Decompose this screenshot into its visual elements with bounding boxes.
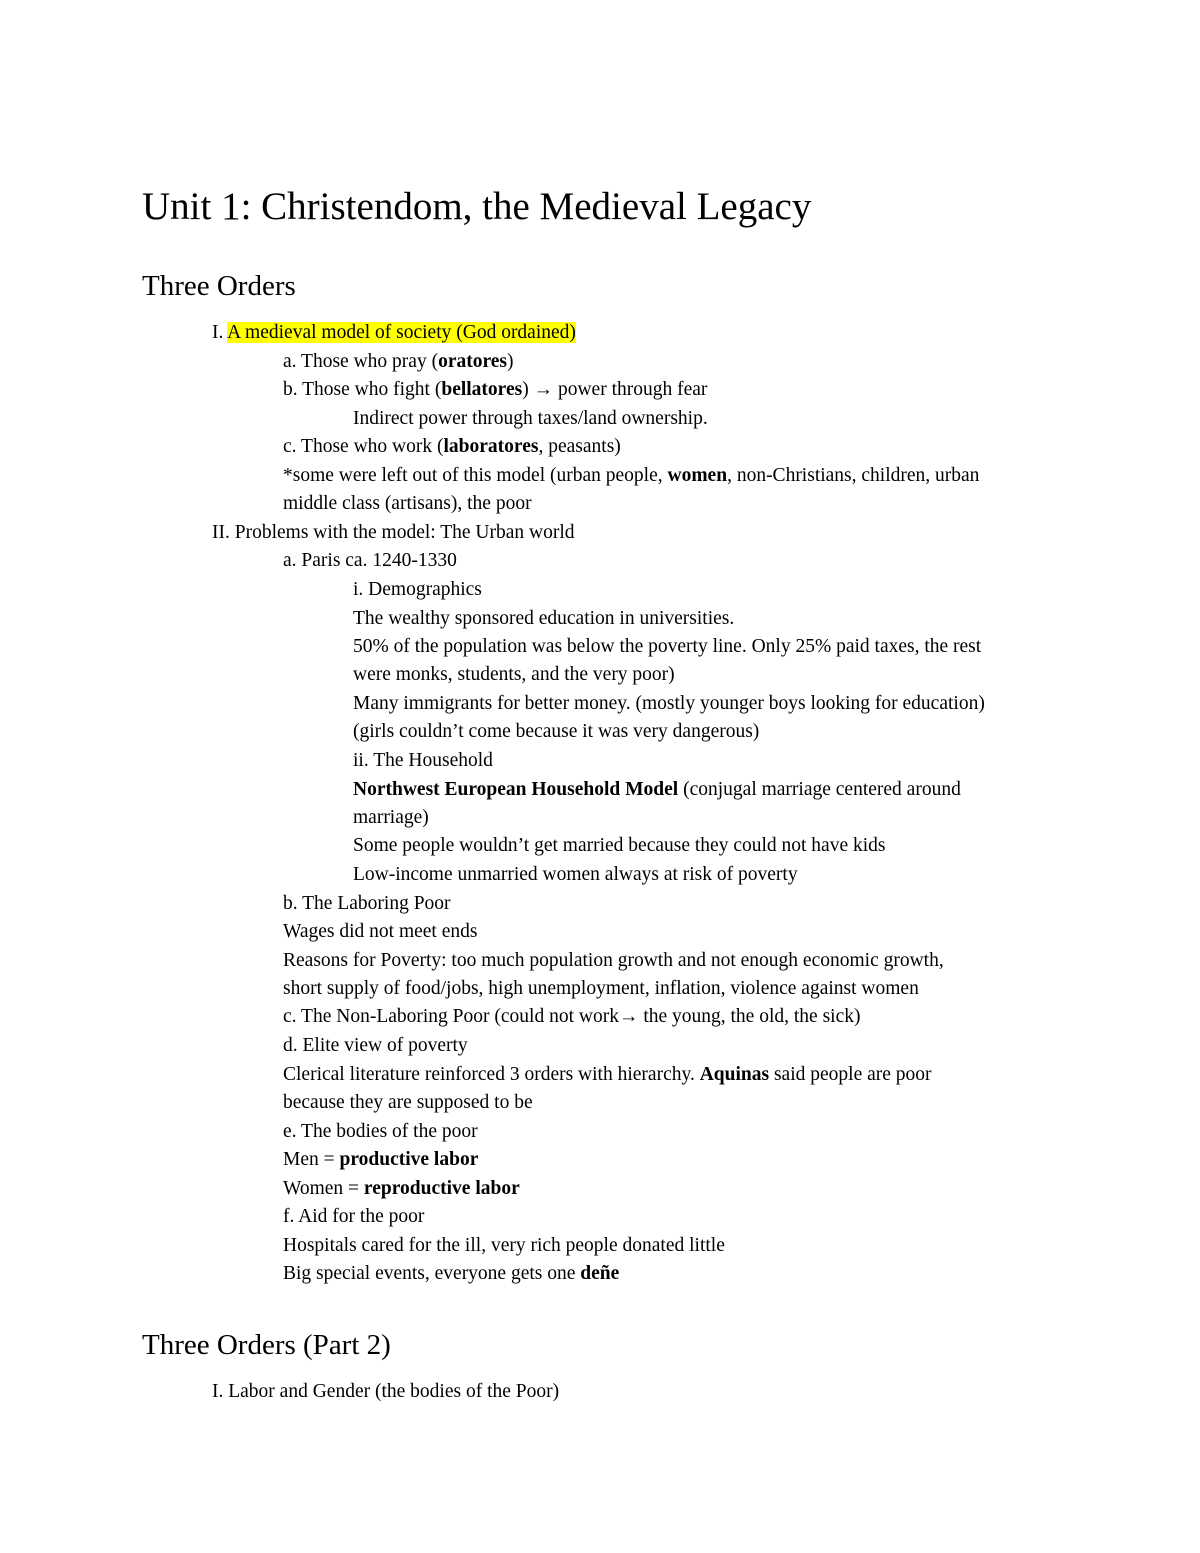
outline-text: Some people wouldn’t get married because they could not have kids xyxy=(353,835,886,856)
outline-text: Men = productive labor xyxy=(283,1149,479,1170)
outline-item-a: a. Those who pray (oratores) xyxy=(283,351,514,372)
outline-item-IId: d. Elite view of poverty xyxy=(283,1035,468,1056)
outline-text: Big special events, everyone gets one deñe xyxy=(283,1263,620,1284)
outline-text: Northwest European Household Model (conjugal marriage centered around xyxy=(353,779,961,800)
section-heading-three-orders-part-2: Three Orders (Part 2) xyxy=(142,1329,391,1361)
outline-item-II: II. Problems with the model: The Urban world xyxy=(212,522,575,543)
outline-text: Hospitals cared for the ill, very rich people donated little xyxy=(283,1235,725,1256)
outline-text: short supply of food/jobs, high unemployment, inflation, violence against women xyxy=(283,978,919,999)
outline-text: Clerical literature reinforced 3 orders with hierarchy. Aquinas said people are poor xyxy=(283,1064,932,1085)
outline-item-IIb: b. The Laboring Poor xyxy=(283,893,451,914)
outline-note-left-out-cont: middle class (artisans), the poor xyxy=(283,493,532,514)
outline-text: 50% of the population was below the poverty line. Only 25% paid taxes, the rest xyxy=(353,636,982,657)
outline-text: The wealthy sponsored education in universities. xyxy=(353,608,735,629)
outline-item-IIf: f. Aid for the poor xyxy=(283,1206,425,1227)
outline-item-I: I. A medieval model of society (God ordained) xyxy=(212,322,576,343)
outline-item-IIc: c. The Non-Laboring Poor (could not work→ the young, the old, the sick) xyxy=(283,1006,861,1027)
highlighted-text: A medieval model of society (God ordained) xyxy=(227,322,576,343)
outline-item-IIa: a. Paris ca. 1240-1330 xyxy=(283,550,457,571)
section-heading-three-orders: Three Orders xyxy=(142,270,296,302)
outline-text: Many immigrants for better money. (mostly younger boys looking for education) xyxy=(353,693,985,714)
outline-text: were monks, students, and the very poor) xyxy=(353,664,675,685)
outline-item-c: c. Those who work (laboratores, peasants) xyxy=(283,436,621,457)
outline-item-b: b. Those who fight (bellatores) → power through fear xyxy=(283,379,708,400)
outline-item-I-part2: I. Labor and Gender (the bodies of the Poor) xyxy=(212,1381,560,1402)
outline-item-i: i. Demographics xyxy=(353,579,482,600)
outline-note-b: Indirect power through taxes/land ownership. xyxy=(353,408,708,429)
outline-text: marriage) xyxy=(353,807,429,828)
outline-item-ii: ii. The Household xyxy=(353,750,493,771)
document-title: Unit 1: Christendom, the Medieval Legacy xyxy=(142,185,812,228)
outline-text: Women = reproductive labor xyxy=(283,1178,520,1199)
outline-text: Low-income unmarried women always at risk of poverty xyxy=(353,864,798,885)
outline-text: because they are supposed to be xyxy=(283,1092,533,1113)
outline-text: (girls couldn’t come because it was very dangerous) xyxy=(353,721,760,742)
outline-note-left-out: *some were left out of this model (urban people, women, non-Christians, children, urban xyxy=(283,465,980,486)
outline-text: Wages did not meet ends xyxy=(283,921,478,942)
outline-item-IIe: e. The bodies of the poor xyxy=(283,1121,478,1142)
outline-text: Reasons for Poverty: too much population growth and not enough economic growth, xyxy=(283,950,944,971)
